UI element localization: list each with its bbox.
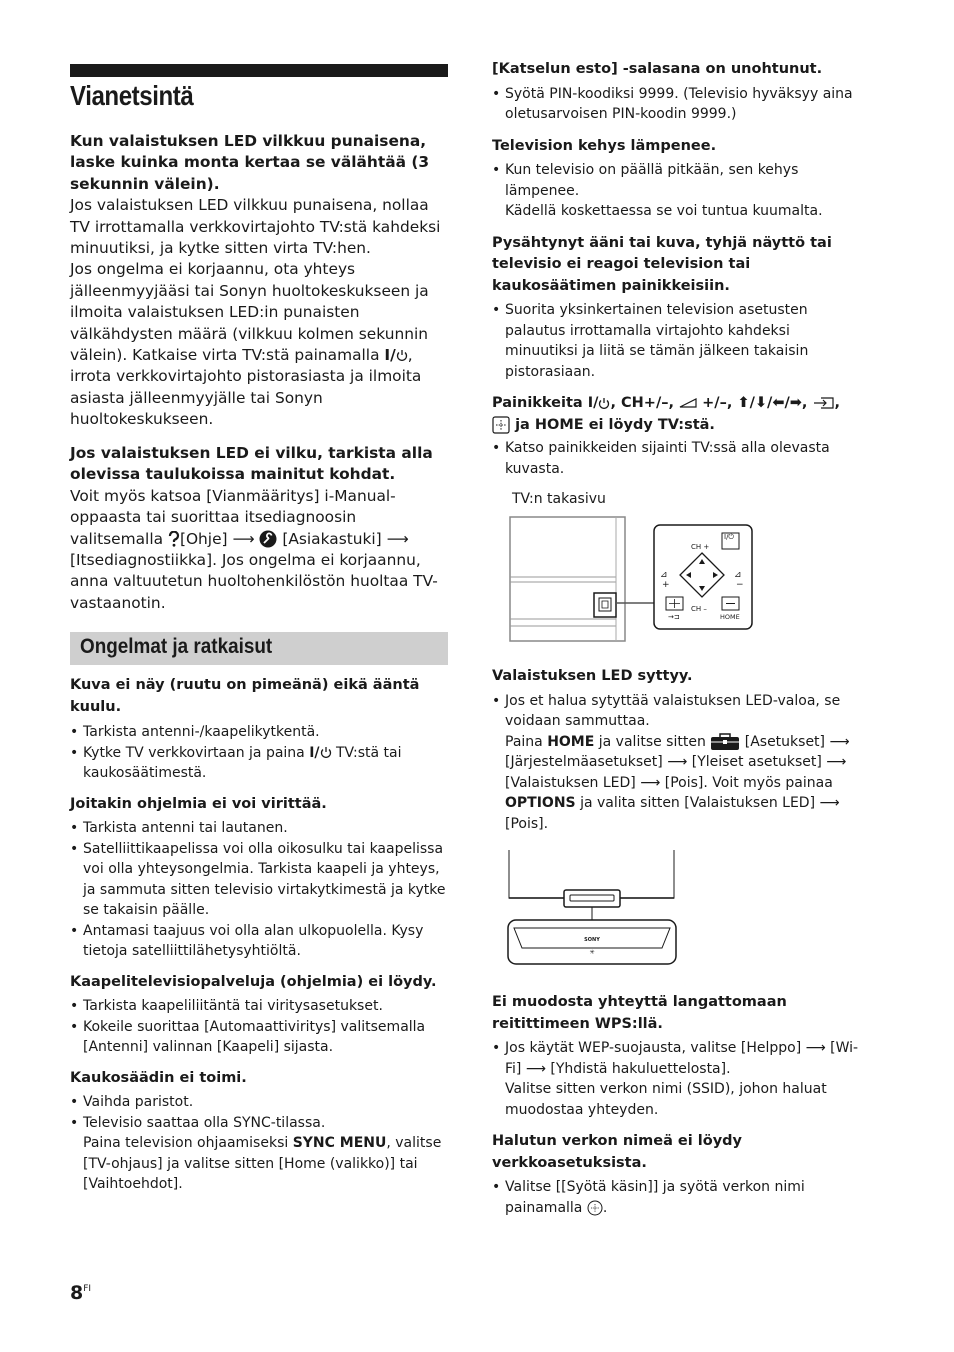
intro-block [70, 131, 448, 431]
list-text: Paina [505, 733, 543, 750]
list-text: [Wi-Fi] [505, 1040, 859, 1077]
list-item: • Vaihda paristot. [70, 1092, 448, 1113]
power-symbol-icon: I/ [588, 395, 611, 411]
sync-menu-key: SYNC MENU [292, 1135, 387, 1151]
list-text: [Yleiset asetukset] [691, 754, 822, 770]
question-text: Painikkeita [492, 395, 583, 411]
list-text: Televisio saattaa olla SYNC-tilassa. [83, 1114, 326, 1131]
list-text: Jos käytät WEP-suojausta, valitse [Helppo] [505, 1040, 802, 1056]
input-label: →⊐ [668, 613, 680, 621]
faq-answer-list [70, 722, 448, 784]
list-item [492, 691, 864, 835]
tv-joystick [599, 598, 611, 611]
enter-button-icon [492, 416, 510, 434]
enter-circle-icon [587, 1200, 603, 1216]
support-wrench-icon [259, 530, 277, 548]
arrow-right-icon: ⟶ [525, 1060, 546, 1077]
list-text: Paina television ohjaamiseksi [83, 1135, 289, 1151]
list-item: • Tarkista antenni-/kaapelikytkentä. [70, 722, 448, 743]
list-text: Kädellä koskettaessa se voi tuntua kuumalta. [505, 203, 823, 219]
list-item [70, 1113, 448, 1195]
options-key: OPTIONS [505, 795, 576, 811]
list-item: • Tarkista antenni tai lautanen. [70, 818, 448, 839]
list-text: [Pois]. Voit myös painaa [664, 774, 833, 791]
ch-minus-label: CH – [691, 605, 707, 613]
list-text: [Asetukset] [744, 733, 826, 750]
question-text: , [801, 395, 808, 411]
intro-paragraph-2 [70, 486, 448, 614]
list-text: Valitse sitten verkon nimi (SSID), johon haluat muodostaa yhteyden. [505, 1081, 827, 1118]
direction-arrows-icon: ⬆/⬇/⬅/➡ [737, 395, 802, 411]
page-title: Vianetsintä [70, 80, 194, 111]
list-item: • Suorita yksinkertainen television asetusten palautus irrottamalla virtajohto kahdeksi minuutiksi ja liitä se tämän jälkeen takaisin pistorasiaan. [492, 300, 864, 382]
faq-right-3 [492, 992, 864, 1218]
list-text: ja valita sitten [Valaistuksen LED] [580, 795, 816, 811]
power-label: I/⏻ [724, 533, 734, 541]
list-item: • Katso painikkeiden sijainti TV:ssä alla olevasta kuvasta. [492, 438, 864, 479]
home-label: HOME [720, 613, 740, 621]
faq-question: Pysähtynyt ääni tai kuva, tyhjä näyttö tai televisio ei reagoi television tai kaukosäätimen painikkeisiin. [492, 234, 832, 294]
power-symbol-icon: I/ [309, 745, 331, 761]
faq-answer-list [492, 300, 864, 382]
faq-answer-list [492, 160, 864, 222]
intro-paragraph-1a: Jos valaistuksen LED vilkkuu punaisena, nollaa TV irrottamalla verkkovirtajohto TV:stä kahdeksi minuutiksi, ja kytke sitten virta TV:hen. [70, 196, 441, 258]
faq-answer-list [70, 818, 448, 962]
list-item [492, 1177, 864, 1218]
arrow-right-icon: ⟶ [386, 529, 409, 548]
power-symbol-icon: I/ [384, 346, 407, 364]
vol-minus-label-right: − [736, 580, 744, 590]
faq-right-2 [492, 666, 864, 834]
list-text: Jos et halua sytyttää valaistuksen LED-valoa, se voidaan sammuttaa. [505, 692, 841, 729]
help-label: [Ohje] [179, 529, 228, 548]
vol-minus-label: ⊿ [660, 570, 668, 580]
faq-question: Kuva ei näy (ruutu on pimeänä) eikä ääntä kuulu. [70, 677, 420, 715]
arrow-right-icon: ⟶ [829, 733, 850, 750]
list-text: TV:stä tai kaukosäätimestä. [83, 744, 402, 781]
support-label: [Asiakastuki] [282, 529, 382, 548]
list-text: Valitse [[Syötä käsin]] ja syötä verkon nimi painamalla [505, 1179, 805, 1216]
tv-rear-figure [508, 515, 783, 645]
toolbox-settings-icon [710, 733, 740, 751]
intro-block-2 [70, 443, 448, 614]
faq-answer-list [70, 996, 448, 1058]
list-item [492, 1038, 864, 1120]
faq-answer-list [70, 1092, 448, 1195]
intro-text: Jos ongelma ei korjaannu, ota yhteys jälleenmyyjääsi tai Sonyn huoltokeskukseen ja ilmoita valaistuksen LED:in punaisten välkähdysten määrä (vilkkuu kolmen sekunnin välein). Katkaise virta TV:stä painamalla [70, 260, 429, 365]
faq-question: Ei muodosta yhteyttä langattomaan reitittimeen WPS:llä. [492, 994, 787, 1032]
faq-right-1 [492, 59, 864, 479]
arrow-right-icon: ⟶ [826, 754, 847, 770]
list-text: ja valitse sitten [598, 733, 706, 750]
faq-answer-list [492, 691, 864, 835]
list-item [70, 743, 448, 784]
intro-heading-2: Jos valaistuksen LED ei vilku, tarkista alla olevissa taulukoissa mainitut kohdat. [70, 444, 433, 484]
list-item: • Tarkista kaapeliliitäntä tai viritysasetukset. [70, 996, 448, 1017]
intro-paragraph-1 [70, 259, 448, 430]
volume-icon [679, 398, 697, 408]
list-text: [Järjestelmäasetukset] [505, 754, 663, 770]
faq-left [70, 675, 448, 1195]
ch-plus-label: CH + [691, 543, 710, 551]
list-item: • Syötä PIN-koodiksi 9999. (Televisio hyväksyy aina oletusarvoisen PIN-koodin 9999.) [492, 84, 864, 125]
arrow-right-icon: ⟶ [232, 529, 255, 548]
list-item: • Satelliittikaapelissa voi olla oikosulku tai kaapelissa voi olla yhteysongelmia. Tarkista kaapeli ja yhteys, ja sammuta sitten televisio virtakytkimestä ja kytke se takaisin päälle. [70, 839, 448, 921]
question-text: , CH+/–, [610, 395, 675, 411]
list-item: • Kokeile suorittaa [Automaattiviritys] valitsemalla [Antenni] valinnan [Kaapeli] sijasta. [70, 1017, 448, 1058]
faq-question: Painikkeita I/ , CH+/–, +/–, ⬆/⬇/⬅/➡, , ja HOME ei löydy TV:stä. [492, 395, 841, 433]
sony-logo: SONY [584, 937, 600, 943]
arrow-right-icon: ⟶ [640, 774, 661, 791]
question-text: +/–, [702, 395, 733, 411]
faq-answer-list [492, 1177, 864, 1218]
list-text: [Yhdistä hakuluettelosta]. [550, 1060, 731, 1077]
help-icon [168, 531, 180, 547]
input-icon [813, 396, 835, 410]
list-text: Kytke TV verkkovirtaan ja paina [83, 744, 305, 761]
faq-question: Kaukosäädin ei toimi. [70, 1069, 247, 1086]
list-text: . [602, 1199, 608, 1216]
vol-plus-label: + [662, 580, 670, 590]
list-item [492, 160, 864, 222]
faq-answer-list [492, 1038, 864, 1120]
faq-question: Television kehys lämpenee. [492, 137, 717, 154]
question-text: ja HOME ei löydy TV:stä. [515, 416, 715, 433]
page-number-value: 8 [70, 1282, 84, 1304]
faq-question: Kaapelitelevisiopalveluja (ohjelmia) ei löydy. [70, 973, 437, 990]
page-language: FI [83, 1284, 92, 1294]
intro-text-2: , irrota verkkovirtajohto pistorasiasta ja ilmoita asiasta jälleenmyyjälle tai Sonyn huoltokeskukseen. [70, 346, 422, 429]
vol-plus-label-right: ⊿ [734, 570, 742, 580]
faq-question: [Katselun esto] -salasana on unohtunut. [492, 61, 823, 77]
list-item: • Antamasi taajuus voi olla alan ulkopuolella. Kysy tietoja satelliittilähetysyhtiöltä. [70, 921, 448, 962]
intro-text-3: Voit myös katsoa [Vianmääritys] i-Manual-oppaasta tai suorittaa itsediagnoosin valitsemalla [70, 486, 396, 548]
list-text: Kun televisio on päällä pitkään, sen kehys lämpenee. [505, 162, 799, 199]
faq-question: Joitakin ohjelmia ei voi virittää. [70, 795, 327, 812]
intro-heading-1: Kun valaistuksen LED vilkkuu punaisena, laske kuinka monta kertaa se välähtää (3 sekunnin välein). [70, 132, 430, 193]
arrow-right-icon: ⟶ [819, 795, 840, 811]
arrow-right-icon: ⟶ [667, 754, 688, 770]
figure-caption: TV:n takasivu [512, 491, 606, 507]
section-title: Ongelmat ja ratkaisut [80, 635, 273, 658]
page-number [70, 1282, 91, 1304]
tv-rear-frame [510, 517, 625, 641]
led-zoom-box [564, 890, 620, 907]
intro-text-4: [Itsediagnostiikka]. Jos ongelma ei korjaannu, anna valtuutetun huoltohenkilöstön huoltaa TV-vastaanotin. [70, 551, 438, 612]
faq-question: Valaistuksen LED syttyy. [492, 668, 693, 684]
faq-answer-list [492, 84, 864, 125]
list-text: [Pois]. [505, 815, 549, 832]
list-text: [Valaistuksen LED] [505, 774, 636, 791]
home-key: HOME [547, 733, 595, 750]
list-text: , valitse [TV-ohjaus] ja valitse sitten [Home (valikko)] tai [Vaihtoehdot]. [83, 1135, 442, 1192]
led-indicator-icon: ✳ [589, 949, 595, 956]
faq-question: Halutun verkon nimeä ei löydy verkkoasetuksista. [492, 1133, 742, 1171]
section-header [70, 632, 448, 665]
arrow-right-icon: ⟶ [805, 1040, 826, 1056]
title-rule [70, 64, 448, 77]
faq-answer-list [492, 438, 864, 479]
tv-front-led-figure [506, 850, 678, 968]
